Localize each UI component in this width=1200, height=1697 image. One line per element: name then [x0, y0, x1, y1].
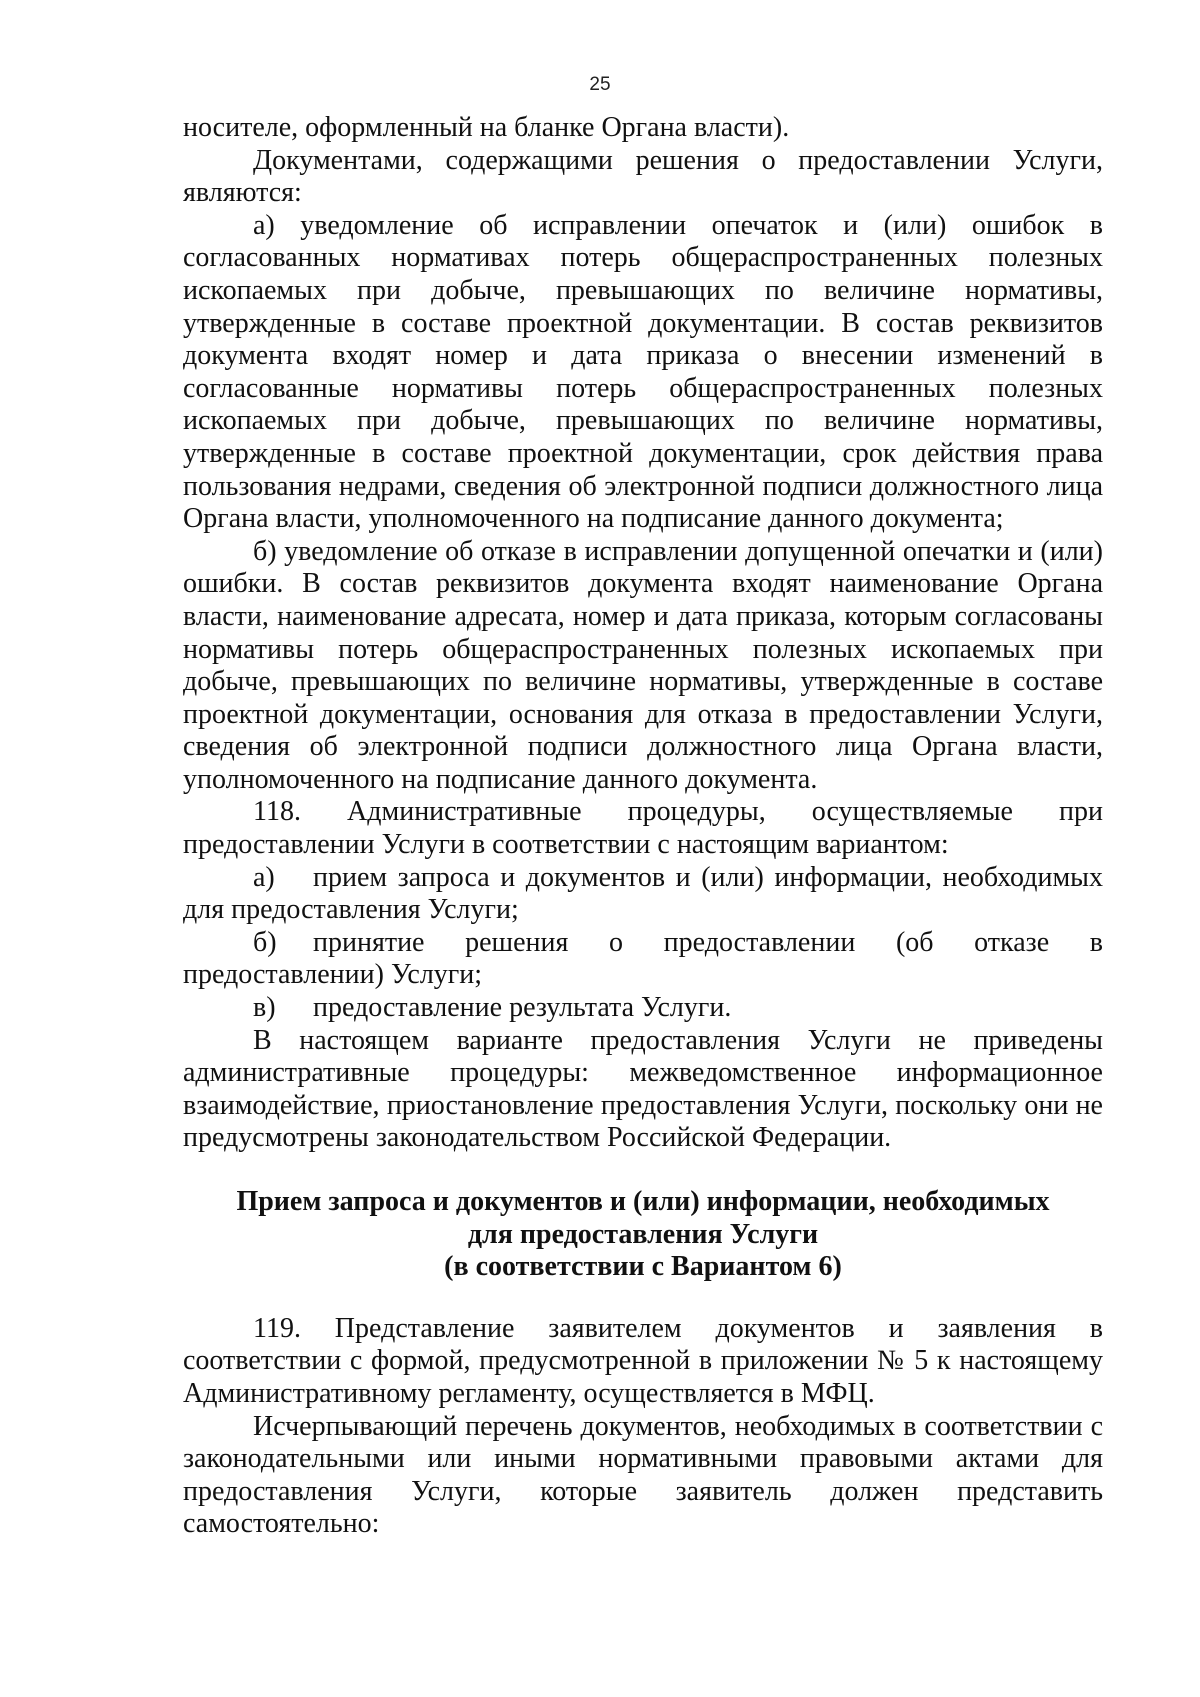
document-body	[183, 112, 1103, 1541]
list-item-text: принятие решения о предоставлении (об отказе в предоставлении) Услуги;	[183, 926, 1103, 991]
section-heading	[183, 1186, 1103, 1284]
paragraph-decision-documents: Документами, содержащими решения о предоставлении Услуги, являются:	[183, 144, 1103, 209]
list-item-text: предоставление результата Услуги.	[313, 992, 732, 1024]
paragraph-118: 118. Административные процедуры, осуществляемые при предоставлении Услуги в соответствии с настоящим вариантом:	[183, 796, 1103, 861]
list-item-text: прием запроса и документов и (или) информации, необходимых для предоставления Услуги;	[183, 861, 1103, 926]
section-heading-line-1: Прием запроса и документов и (или) информации, необходимых	[236, 1186, 1050, 1217]
procedure-item-b	[183, 927, 1103, 992]
list-marker: в)	[253, 992, 276, 1024]
page-number: 25	[589, 74, 611, 95]
section-heading-line-2: для предоставления Услуги	[467, 1218, 819, 1250]
paragraph-continuation: носителе, оформленный на бланке Органа власти).	[183, 112, 790, 143]
section-heading-line-3: (в соответствии с Вариантом 6)	[444, 1251, 842, 1283]
paragraph-item-b-refusal: б) уведомление об отказе в исправлении допущенной опечатки и (или) ошибки. В состав реквизитов документа входят наименование Органа власти, наименование адресата, номер и дата приказа, которым согласованы нормативы потерь общераспространенных полезных ископаемых при добыче, превышающих по величине нормативы, утвержденные в составе проектной документации, основания для отказа в предоставлении Услуги, сведения об электронной подписи должностного лица Органа власти, уполномоченного на подписание данного документа.	[183, 535, 1103, 795]
paragraph-item-a-notification: а) уведомление об исправлении опечаток и (или) ошибок в согласованных нормативах потерь общераспространенных полезных ископаемых при добыче, превышающих по величине нормативы, утвержденные в составе проектной документации. В состав реквизитов документа входят номер и дата приказа о внесении изменений в согласованные нормативы потерь общераспространенных полезных ископаемых при добыче, превышающих по величине нормативы, утвержденные в составе проектной документации, срок действия права пользования недрами, сведения об электронной подписи должностного лица Органа власти, уполномоченного на подписание данного документа;	[183, 209, 1103, 535]
procedure-item-a	[183, 862, 1103, 927]
paragraph-not-applicable-procedures: В настоящем варианте предоставления Услуги не приведены административные процедуры: межведомственное информационное взаимодействие, приостановление предоставления Услуги, поскольку они не предусмотрены законодательством Российской Федерации.	[183, 1024, 1103, 1154]
list-marker: а)	[253, 861, 275, 893]
paragraph-document-list-intro: Исчерпывающий перечень документов, необходимых в соответствии с законодательными или иными нормативными правовыми актами для предоставления Услуги, которые заявитель должен представить самостоятельно:	[183, 1410, 1103, 1540]
procedure-item-c	[183, 992, 1103, 1025]
paragraph-119: 119. Представление заявителем документов и заявления в соответствии с формой, предусмотренной в приложении № 5 к настоящему Административному регламенту, осуществляется в МФЦ.	[183, 1312, 1103, 1409]
list-marker: б)	[253, 926, 277, 958]
